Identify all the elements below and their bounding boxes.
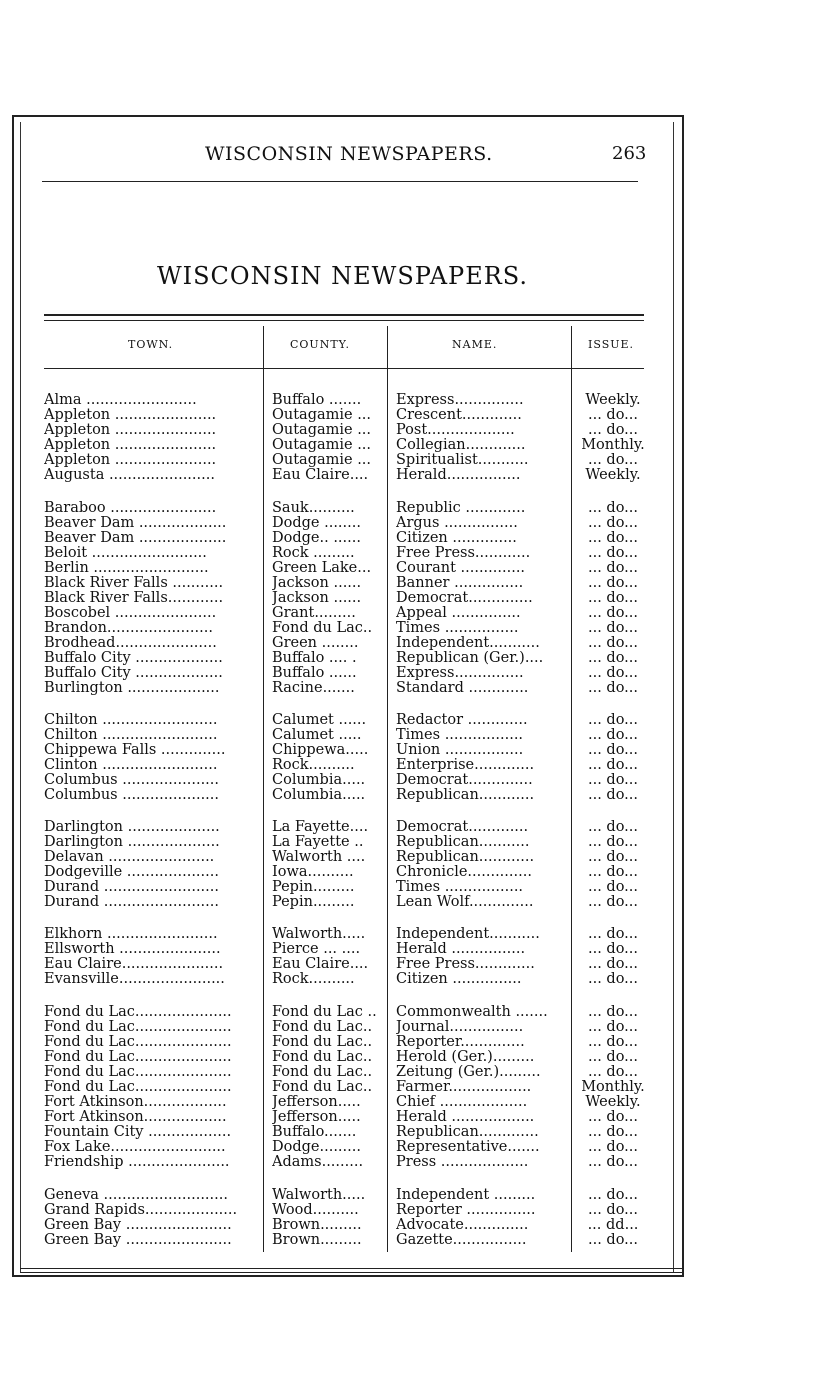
county-cell: Rock ......... xyxy=(272,546,355,561)
county-cell: Fond du Lac.. xyxy=(272,1065,373,1080)
county-cell: Rock.......... xyxy=(272,972,355,987)
county-cell: Calumet ..... xyxy=(272,728,362,743)
county-cell: Green Lake... xyxy=(272,561,372,576)
town-cell: Durand ......................... xyxy=(44,895,219,910)
county-cell: Dodge.. ...... xyxy=(272,531,361,546)
table-row xyxy=(0,1233,680,1248)
county-cell: Racine....... xyxy=(272,681,355,696)
town-cell: Chilton ......................... xyxy=(44,713,218,728)
table-row xyxy=(0,728,680,743)
table-row xyxy=(0,788,680,803)
town-cell: Fond du Lac..................... xyxy=(44,1080,232,1095)
table-row xyxy=(0,927,680,942)
name-cell: Crescent............. xyxy=(396,408,522,423)
issue-cell: ... do... xyxy=(587,1155,639,1170)
table-row xyxy=(0,666,680,681)
table-row xyxy=(0,453,680,468)
town-cell: Brandon....................... xyxy=(44,621,213,636)
issue-cell: ... do... xyxy=(587,681,639,696)
town-cell: Baraboo ....................... xyxy=(44,501,217,516)
county-cell: Brown......... xyxy=(272,1233,362,1248)
county-cell: Rock.......... xyxy=(272,758,355,773)
name-cell: Chief ................... xyxy=(396,1095,528,1110)
issue-cell: ... do... xyxy=(587,773,639,788)
name-cell: Republican............ xyxy=(396,788,535,803)
town-cell: Fountain City .................. xyxy=(44,1125,232,1140)
town-cell: Black River Falls............ xyxy=(44,591,224,606)
county-cell: Adams......... xyxy=(272,1155,364,1170)
table-row xyxy=(0,576,680,591)
county-cell: Fond du Lac.. xyxy=(272,1050,373,1065)
name-cell: Democrat.............. xyxy=(396,773,533,788)
county-cell: Columbia..... xyxy=(272,788,366,803)
issue-cell: ... do... xyxy=(587,423,639,438)
table-row xyxy=(0,1203,680,1218)
town-cell: Durand ......................... xyxy=(44,880,219,895)
county-cell: Fond du Lac .. xyxy=(272,1005,377,1020)
town-cell: Fond du Lac..................... xyxy=(44,1020,232,1035)
table-row xyxy=(0,1050,680,1065)
table-top-rule xyxy=(44,314,644,321)
town-cell: Delavan ....................... xyxy=(44,850,215,865)
name-cell: Lean Wolf.............. xyxy=(396,895,534,910)
town-cell: Appleton ...................... xyxy=(44,408,217,423)
name-cell: Spiritualist........... xyxy=(396,453,529,468)
county-cell: Jefferson..... xyxy=(272,1095,361,1110)
town-cell: Dodgeville .................... xyxy=(44,865,219,880)
table-row xyxy=(0,546,680,561)
county-cell: Outagamie ... xyxy=(272,423,372,438)
name-cell: Courant .............. xyxy=(396,561,526,576)
county-cell: Jefferson..... xyxy=(272,1110,361,1125)
table-row xyxy=(0,880,680,895)
issue-cell: ... do... xyxy=(587,713,639,728)
issue-cell: ... do... xyxy=(587,880,639,895)
town-cell: Berlin ......................... xyxy=(44,561,209,576)
table-row xyxy=(0,1110,680,1125)
issue-cell: Monthly. xyxy=(581,438,645,453)
table-row xyxy=(0,835,680,850)
name-cell: Herald ................ xyxy=(396,942,526,957)
issue-cell: ... do... xyxy=(587,531,639,546)
county-cell: Pierce ... .... xyxy=(272,942,361,957)
name-cell: Republic ............. xyxy=(396,501,526,516)
county-cell: Walworth .... xyxy=(272,850,366,865)
name-cell: Citizen .............. xyxy=(396,531,517,546)
table-row xyxy=(0,758,680,773)
name-cell: Times ................. xyxy=(396,728,524,743)
county-cell: Dodge......... xyxy=(272,1140,361,1155)
county-cell: Jackson ...... xyxy=(272,591,362,606)
town-cell: Fond du Lac..................... xyxy=(44,1050,232,1065)
table-row xyxy=(0,561,680,576)
county-cell: La Fayette .. xyxy=(272,835,364,850)
town-cell: Appleton ...................... xyxy=(44,438,217,453)
column-header-county: COUNTY. xyxy=(290,338,351,351)
table-row xyxy=(0,1035,680,1050)
issue-cell: ... do... xyxy=(587,1020,639,1035)
town-cell: Buffalo City ................... xyxy=(44,651,223,666)
issue-cell: ... do... xyxy=(587,957,639,972)
table-row xyxy=(0,1125,680,1140)
name-cell: Zeitung (Ger.)......... xyxy=(396,1065,541,1080)
name-cell: Express............... xyxy=(396,393,524,408)
county-cell: La Fayette.... xyxy=(272,820,369,835)
county-cell: Buffalo .... . xyxy=(272,651,357,666)
issue-cell: ... do... xyxy=(587,820,639,835)
issue-cell: ... do... xyxy=(587,408,639,423)
name-cell: Redactor ............. xyxy=(396,713,528,728)
issue-cell: ... do... xyxy=(587,1233,639,1248)
county-cell: Eau Claire.... xyxy=(272,957,369,972)
name-cell: Democrat.............. xyxy=(396,591,533,606)
issue-cell: ... do... xyxy=(587,758,639,773)
running-head: WISCONSIN NEWSPAPERS. xyxy=(205,143,493,165)
issue-cell: ... do... xyxy=(587,728,639,743)
name-cell: Collegian............. xyxy=(396,438,526,453)
town-cell: Friendship ...................... xyxy=(44,1155,230,1170)
county-cell: Sauk.......... xyxy=(272,501,355,516)
county-cell: Outagamie ... xyxy=(272,438,372,453)
table-row xyxy=(0,773,680,788)
table-row xyxy=(0,1188,680,1203)
table-row xyxy=(0,621,680,636)
town-cell: Fox Lake......................... xyxy=(44,1140,226,1155)
name-cell: Journal................ xyxy=(396,1020,524,1035)
town-cell: Boscobel ...................... xyxy=(44,606,217,621)
table-row xyxy=(0,820,680,835)
name-cell: Republican............. xyxy=(396,1125,539,1140)
issue-cell: ... do... xyxy=(587,942,639,957)
name-cell: Enterprise............. xyxy=(396,758,535,773)
name-cell: Independent ......... xyxy=(396,1188,536,1203)
town-cell: Buffalo City ................... xyxy=(44,666,223,681)
table-row xyxy=(0,1155,680,1170)
table-row xyxy=(0,651,680,666)
name-cell: Times ................. xyxy=(396,880,524,895)
county-cell: Columbia..... xyxy=(272,773,366,788)
issue-cell: ... dd... xyxy=(587,1218,639,1233)
name-cell: Appeal ............... xyxy=(396,606,521,621)
table-row xyxy=(0,408,680,423)
town-cell: Elkhorn ........................ xyxy=(44,927,218,942)
issue-cell: ... do... xyxy=(587,621,639,636)
county-cell: Chippewa..... xyxy=(272,743,369,758)
bottom-rule xyxy=(20,1268,684,1273)
town-cell: Fond du Lac..................... xyxy=(44,1065,232,1080)
town-cell: Black River Falls ........... xyxy=(44,576,224,591)
issue-cell: ... do... xyxy=(587,453,639,468)
name-cell: Banner ............... xyxy=(396,576,524,591)
name-cell: Commonwealth ....... xyxy=(396,1005,548,1020)
name-cell: Standard ............. xyxy=(396,681,529,696)
town-cell: Chilton ......................... xyxy=(44,728,218,743)
issue-cell: ... do... xyxy=(587,1035,639,1050)
name-cell: Reporter ............... xyxy=(396,1203,536,1218)
table-row xyxy=(0,972,680,987)
town-cell: Geneva ........................... xyxy=(44,1188,228,1203)
name-cell: Republican (Ger.).... xyxy=(396,651,544,666)
page-number: 263 xyxy=(612,143,647,164)
issue-cell: ... do... xyxy=(587,927,639,942)
town-cell: Eau Claire...................... xyxy=(44,957,224,972)
issue-cell: ... do... xyxy=(587,1188,639,1203)
column-header-name: NAME. xyxy=(452,338,498,351)
table-row xyxy=(0,957,680,972)
table-row xyxy=(0,468,680,483)
town-cell: Grand Rapids.................... xyxy=(44,1203,238,1218)
issue-cell: Monthly. xyxy=(581,1080,645,1095)
issue-cell: ... do... xyxy=(587,606,639,621)
town-cell: Appleton ...................... xyxy=(44,453,217,468)
issue-cell: Weekly. xyxy=(585,393,641,408)
town-cell: Ellsworth ...................... xyxy=(44,942,221,957)
town-cell: Burlington .................... xyxy=(44,681,220,696)
table-row xyxy=(0,636,680,651)
town-cell: Green Bay ....................... xyxy=(44,1218,232,1233)
name-cell: Free Press............. xyxy=(396,957,535,972)
page-title: WISCONSIN NEWSPAPERS. xyxy=(156,262,529,290)
issue-cell: ... do... xyxy=(587,1140,639,1155)
table-row xyxy=(0,1095,680,1110)
issue-cell: ... do... xyxy=(587,850,639,865)
name-cell: Democrat............. xyxy=(396,820,529,835)
town-cell: Columbus ..................... xyxy=(44,788,220,803)
county-cell: Dodge ........ xyxy=(272,516,361,531)
name-cell: Herald .................. xyxy=(396,1110,535,1125)
county-cell: Wood.......... xyxy=(272,1203,359,1218)
county-cell: Iowa.......... xyxy=(272,865,354,880)
table-row xyxy=(0,1020,680,1035)
issue-cell: ... do... xyxy=(587,501,639,516)
table-row xyxy=(0,591,680,606)
town-cell: Appleton ...................... xyxy=(44,423,217,438)
county-cell: Brown......... xyxy=(272,1218,362,1233)
town-cell: Chippewa Falls .............. xyxy=(44,743,226,758)
table-row xyxy=(0,531,680,546)
issue-cell: ... do... xyxy=(587,636,639,651)
table-row xyxy=(0,423,680,438)
table-row xyxy=(0,895,680,910)
county-cell: Pepin......... xyxy=(272,880,355,895)
town-cell: Alma ........................ xyxy=(44,393,197,408)
issue-cell: ... do... xyxy=(587,546,639,561)
name-cell: Independent........... xyxy=(396,636,540,651)
table-row xyxy=(0,438,680,453)
town-cell: Augusta ....................... xyxy=(44,468,215,483)
issue-cell: ... do... xyxy=(587,895,639,910)
issue-cell: ... do... xyxy=(587,1065,639,1080)
name-cell: Herold (Ger.)......... xyxy=(396,1050,535,1065)
county-cell: Jackson ...... xyxy=(272,576,362,591)
name-cell: Representative....... xyxy=(396,1140,540,1155)
county-cell: Outagamie ... xyxy=(272,453,372,468)
table-row xyxy=(0,942,680,957)
column-header-town: TOWN. xyxy=(128,338,174,351)
name-cell: Gazette................ xyxy=(396,1233,527,1248)
issue-cell: ... do... xyxy=(587,576,639,591)
issue-cell: ... do... xyxy=(587,561,639,576)
table-row xyxy=(0,516,680,531)
issue-cell: ... do... xyxy=(587,788,639,803)
name-cell: Argus ................ xyxy=(396,516,518,531)
county-cell: Pepin......... xyxy=(272,895,355,910)
name-cell: Chronicle.............. xyxy=(396,865,532,880)
header-rule xyxy=(44,368,644,369)
name-cell: Citizen ............... xyxy=(396,972,522,987)
town-cell: Fond du Lac..................... xyxy=(44,1035,232,1050)
table-row xyxy=(0,1218,680,1233)
county-cell: Buffalo....... xyxy=(272,1125,357,1140)
name-cell: Times ................ xyxy=(396,621,519,636)
town-cell: Beaver Dam ................... xyxy=(44,531,227,546)
table-row xyxy=(0,1005,680,1020)
table-row xyxy=(0,606,680,621)
town-cell: Fond du Lac..................... xyxy=(44,1005,232,1020)
town-cell: Green Bay ....................... xyxy=(44,1233,232,1248)
issue-cell: ... do... xyxy=(587,591,639,606)
town-cell: Brodhead...................... xyxy=(44,636,217,651)
town-cell: Darlington .................... xyxy=(44,820,220,835)
table-row xyxy=(0,501,680,516)
county-cell: Fond du Lac.. xyxy=(272,1080,373,1095)
issue-cell: ... do... xyxy=(587,1125,639,1140)
issue-cell: ... do... xyxy=(587,666,639,681)
name-cell: Herald................ xyxy=(396,468,521,483)
column-header-issue: ISSUE. xyxy=(588,338,635,351)
county-cell: Walworth..... xyxy=(272,1188,366,1203)
issue-cell: ... do... xyxy=(587,865,639,880)
name-cell: Independent........... xyxy=(396,927,540,942)
town-cell: Columbus ..................... xyxy=(44,773,220,788)
table-row xyxy=(0,681,680,696)
head-rule xyxy=(42,181,638,182)
issue-cell: ... do... xyxy=(587,1203,639,1218)
county-cell: Calumet ...... xyxy=(272,713,367,728)
issue-cell: ... do... xyxy=(587,1110,639,1125)
county-cell: Walworth..... xyxy=(272,927,366,942)
issue-cell: ... do... xyxy=(587,651,639,666)
name-cell: Express............... xyxy=(396,666,524,681)
name-cell: Union ................. xyxy=(396,743,524,758)
town-cell: Beaver Dam ................... xyxy=(44,516,227,531)
county-cell: Fond du Lac.. xyxy=(272,621,373,636)
issue-cell: Weekly. xyxy=(585,1095,641,1110)
county-cell: Green ........ xyxy=(272,636,359,651)
issue-cell: ... do... xyxy=(587,743,639,758)
name-cell: Free Press............ xyxy=(396,546,531,561)
table-row xyxy=(0,850,680,865)
town-cell: Darlington .................... xyxy=(44,835,220,850)
town-cell: Clinton ......................... xyxy=(44,758,218,773)
issue-cell: ... do... xyxy=(587,1005,639,1020)
issue-cell: ... do... xyxy=(587,516,639,531)
name-cell: Press ................... xyxy=(396,1155,529,1170)
issue-cell: ... do... xyxy=(587,972,639,987)
name-cell: Reporter.............. xyxy=(396,1035,525,1050)
table-row xyxy=(0,1080,680,1095)
county-cell: Buffalo ....... xyxy=(272,393,362,408)
county-cell: Fond du Lac.. xyxy=(272,1020,373,1035)
table-row xyxy=(0,865,680,880)
table-row xyxy=(0,1140,680,1155)
county-cell: Outagamie ... xyxy=(272,408,372,423)
table-row xyxy=(0,743,680,758)
county-cell: Grant......... xyxy=(272,606,356,621)
town-cell: Fort Atkinson.................. xyxy=(44,1110,227,1125)
name-cell: Republican............ xyxy=(396,850,535,865)
issue-cell: Weekly. xyxy=(585,468,641,483)
table-row xyxy=(0,1065,680,1080)
town-cell: Fort Atkinson.................. xyxy=(44,1095,227,1110)
name-cell: Post................... xyxy=(396,423,515,438)
table-row xyxy=(0,393,680,408)
issue-cell: ... do... xyxy=(587,835,639,850)
town-cell: Evansville....................... xyxy=(44,972,225,987)
name-cell: Farmer.................. xyxy=(396,1080,532,1095)
county-cell: Buffalo ...... xyxy=(272,666,357,681)
table-row xyxy=(0,713,680,728)
county-cell: Fond du Lac.. xyxy=(272,1035,373,1050)
issue-cell: ... do... xyxy=(587,1050,639,1065)
name-cell: Republican........... xyxy=(396,835,530,850)
county-cell: Eau Claire.... xyxy=(272,468,369,483)
name-cell: Advocate.............. xyxy=(396,1218,529,1233)
town-cell: Beloit ......................... xyxy=(44,546,207,561)
